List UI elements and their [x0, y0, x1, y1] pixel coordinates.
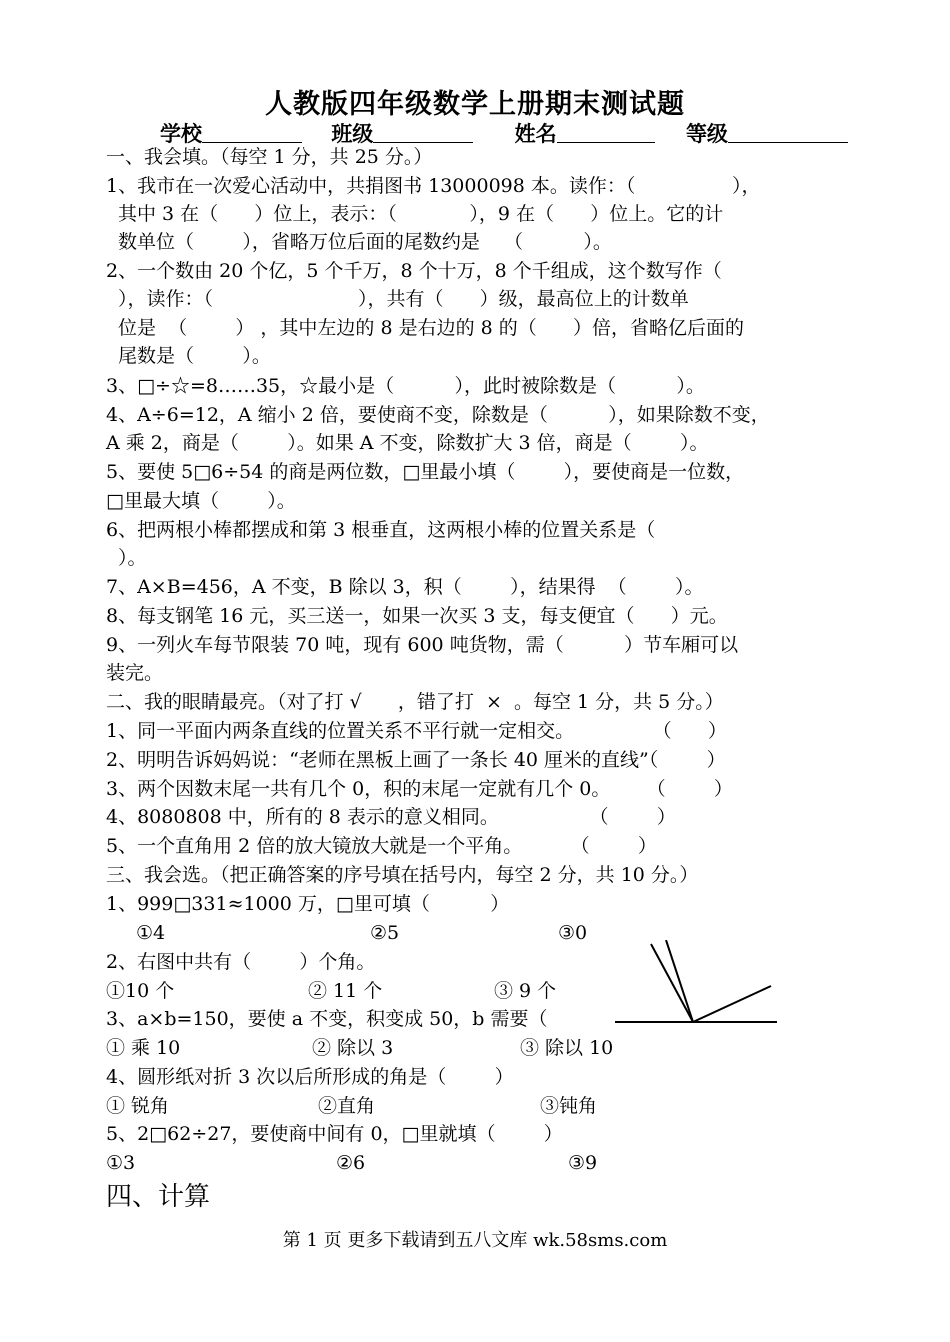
- figure-ray: [693, 986, 771, 1022]
- class-field[interactable]: [373, 122, 473, 143]
- grade-label: 等级: [685, 121, 728, 146]
- question-line: A 乘 2，商是（ ）。如果 A 不变，除数扩大 3 倍，商是（ ）。: [106, 432, 709, 454]
- question-line: 3、两个因数末尾一共有几个 0，积的末尾一定就有几个 0。 （ ）: [106, 778, 733, 800]
- question-line: 2、一个数由 20 个亿，5 个千万，8 个十万，8 个千组成，这个数写作（: [106, 260, 722, 282]
- question-line: 4、A÷6=12，A 缩小 2 倍，要使商不变，除数是（ ），如果除数不变，: [106, 404, 770, 426]
- question-line: 6、把两根小棒都摆成和第 3 根垂直，这两根小棒的位置关系是（: [106, 519, 656, 541]
- question-line: 3、a×b=150，要使 a 不变，积变成 50，b 需要（: [106, 1008, 548, 1030]
- question-line: ），读作：（ ），共有（ ）级，最高位上的计数单: [118, 288, 689, 310]
- option-2[interactable]: ②6: [336, 1152, 366, 1174]
- question-line: 2、右图中共有（ ）个角。: [106, 951, 376, 973]
- option-1[interactable]: ① 乘 10: [106, 1037, 181, 1059]
- school-field[interactable]: [202, 122, 302, 143]
- grade-field[interactable]: [728, 122, 848, 143]
- option-3[interactable]: ③ 除以 10: [520, 1037, 614, 1059]
- option-1[interactable]: ①4: [136, 922, 166, 944]
- question-line: 3、□÷☆=8……35，☆最小是（ ），此时被除数是（ ）。: [106, 375, 705, 397]
- question-line: □里最大填（ ）。: [106, 490, 296, 512]
- question-line: 7、A×B=456，A 不变，B 除以 3，积（ ），结果得 （ ）。: [106, 576, 704, 598]
- option-2[interactable]: ② 11 个: [308, 980, 383, 1002]
- section-1-heading: 一、我会填。（每空 1 分，共 25 分。）: [106, 146, 433, 168]
- question-line: 4、圆形纸对折 3 次以后所形成的角是（ ）: [106, 1066, 514, 1088]
- page-footer: 第 1 页 更多下载请到五八文库 wk.58sms.com: [282, 1230, 668, 1251]
- question-line: 5、要使 5□6÷54 的商是两位数，□里最小填（ ），要使商是一位数，: [106, 461, 745, 483]
- question-line: 数单位（ ），省略万位后面的尾数约是 （ ）。: [118, 231, 612, 253]
- question-line: 9、一列火车每节限装 70 吨，现有 600 吨货物，需（ ）节车厢可以: [106, 634, 739, 656]
- option-1[interactable]: ①3: [106, 1152, 136, 1174]
- section-2-heading: 二、我的眼睛最亮。（对了打 √ ，错了打 × 。每空 1 分，共 5 分。）: [106, 691, 724, 713]
- option-3[interactable]: ③ 9 个: [494, 980, 557, 1002]
- question-line: 5、一个直角用 2 倍的放大镜放大就是一个平角。 （ ）: [106, 835, 657, 857]
- name-label: 姓名: [514, 121, 557, 146]
- question-line: ）。: [118, 547, 147, 569]
- option-2[interactable]: ②直角: [318, 1095, 376, 1117]
- option-3[interactable]: ③0: [558, 922, 588, 944]
- school-label: 学校: [160, 121, 202, 146]
- angle-figure: [615, 940, 785, 1030]
- question-line: 5、2□62÷27，要使商中间有 0，□里就填（ ）: [106, 1123, 563, 1145]
- option-2[interactable]: ② 除以 3: [312, 1037, 394, 1059]
- question-line: 其中 3 在（ ）位上，表示：（ ），9 在（ ）位上。它的计: [118, 203, 724, 225]
- option-3[interactable]: ③9: [568, 1152, 598, 1174]
- name-field[interactable]: [557, 122, 655, 143]
- page-title: 人教版四年级数学上册期末测试题: [265, 89, 685, 120]
- option-3[interactable]: ③钝角: [540, 1095, 598, 1117]
- option-2[interactable]: ②5: [370, 922, 400, 944]
- section-4-heading: 四、计算: [106, 1182, 211, 1212]
- question-line: 1、我市在一次爱心活动中，共捐图书 13000098 本。读作：（ ），: [106, 175, 761, 197]
- section-3-heading: 三、我会选。（把正确答案的序号填在括号内，每空 2 分，共 10 分。）: [106, 864, 699, 886]
- class-label: 班级: [331, 121, 374, 146]
- question-line: 尾数是（ ）。: [118, 345, 271, 367]
- question-line: 1、同一平面内两条直线的位置关系不平行就一定相交。 （ ）: [106, 720, 727, 742]
- question-line: 位是 （ ） ，其中左边的 8 是右边的 8 的（ ）倍，省略亿后面的: [118, 317, 745, 339]
- question-line: 8、每支钢笔 16 元，买三送一，如果一次买 3 支，每支便宜（ ）元。: [106, 605, 728, 627]
- question-line: 2、明明告诉妈妈说：“老师在黑板上画了一条长 40 厘米的直线”（ ）: [106, 749, 726, 771]
- option-1[interactable]: ①10 个: [106, 980, 175, 1002]
- question-line: 1、999□331≈1000 万，□里可填（ ）: [106, 893, 510, 915]
- option-1[interactable]: ① 锐角: [106, 1095, 170, 1117]
- question-line: 4、8080808 中，所有的 8 表示的意义相同。 （ ）: [106, 806, 676, 828]
- question-line: 装完。: [106, 662, 164, 684]
